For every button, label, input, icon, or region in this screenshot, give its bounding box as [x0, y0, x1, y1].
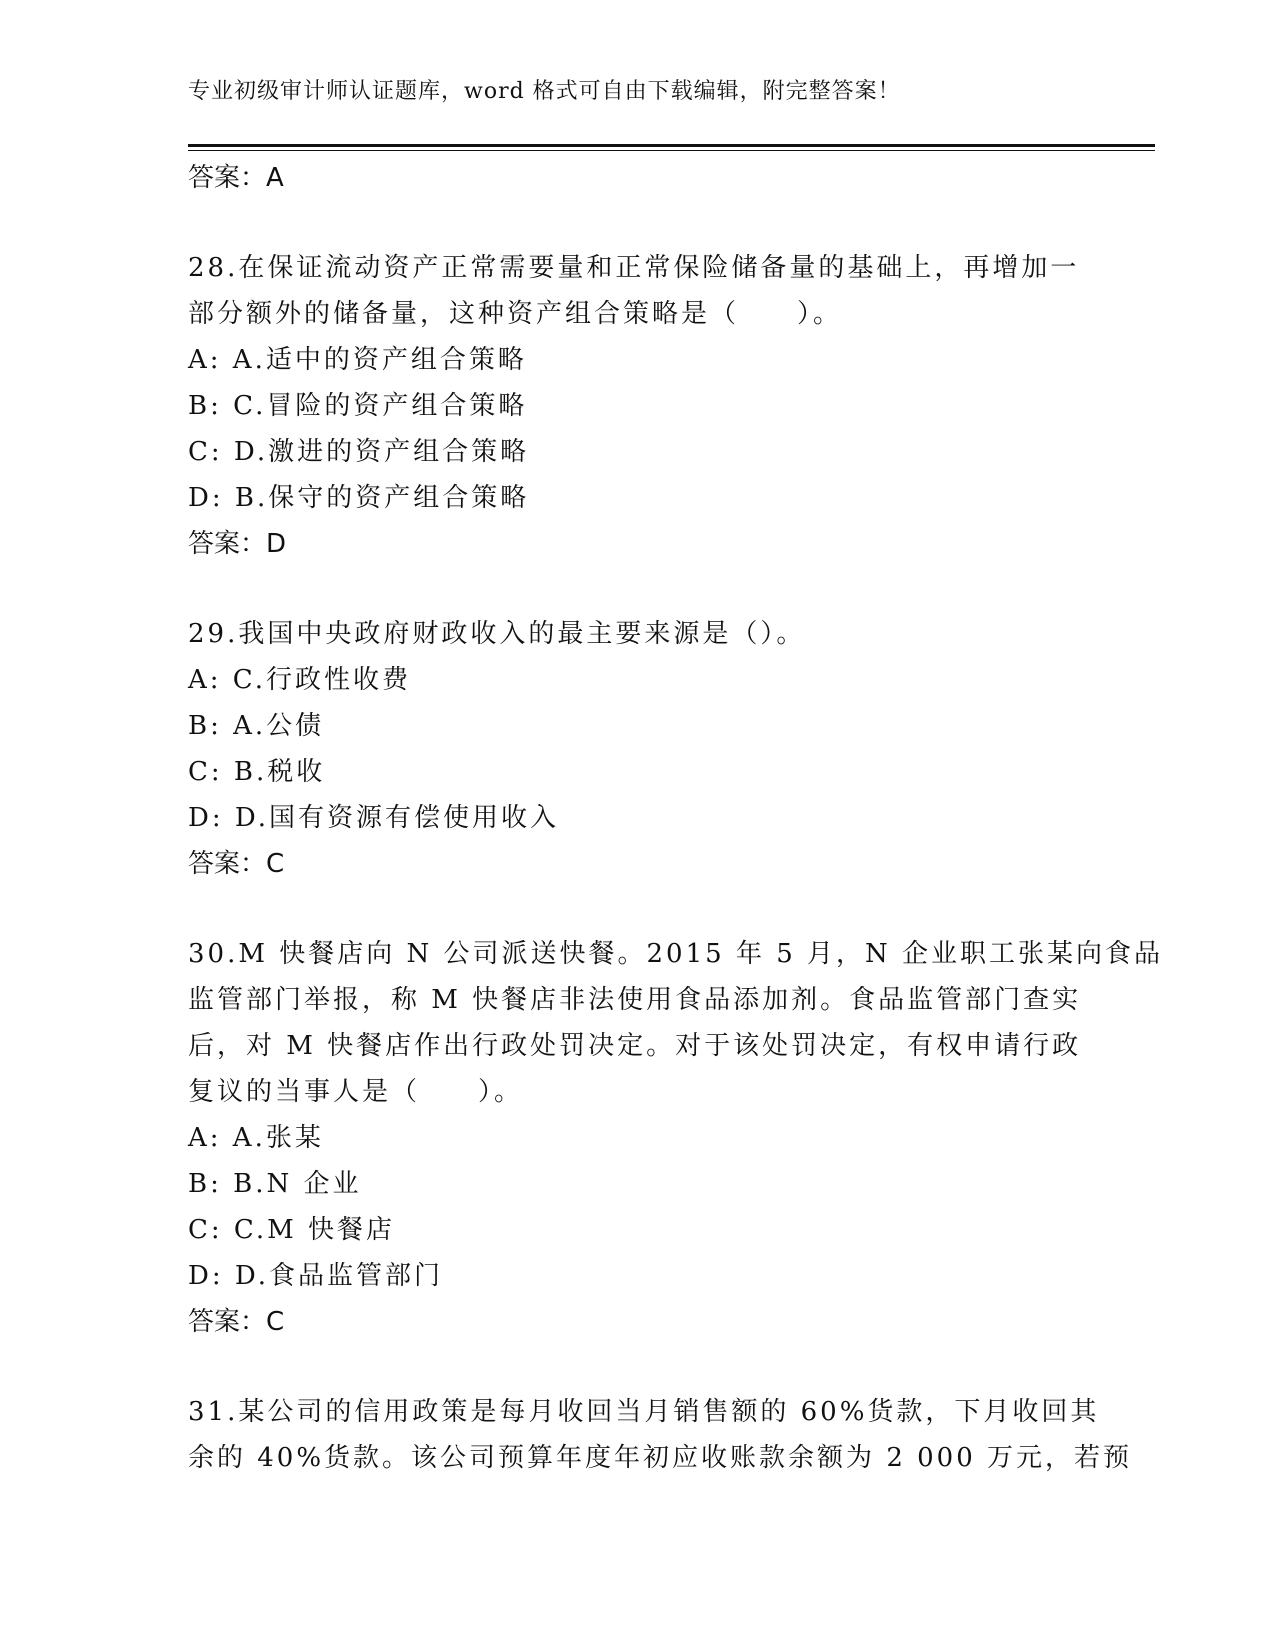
question-text-line: 复议的当事人是（ ）。 [188, 1077, 524, 1107]
question-text-line: 余的 40%货款。该公司预算年度年初应收账款余额为 2 000 万元，若预 [188, 1443, 1133, 1473]
option-a: A: A.适中的资产组合策略 [188, 345, 527, 375]
option-c: C: C.M 快餐店 [188, 1215, 396, 1245]
question-29 [188, 611, 1088, 887]
option-d: D: D.国有资源有偿使用收入 [188, 803, 560, 833]
option-d: D: D.食品监管部门 [188, 1261, 444, 1291]
answer-line: 答案：C [188, 849, 285, 879]
question-31 [188, 1389, 1133, 1481]
page-header: 专业初级审计师认证题库，word 格式可自由下载编辑，附完整答案！ [188, 79, 901, 104]
option-c: C: D.激进的资产组合策略 [188, 437, 530, 467]
answer-line: 答案：D [188, 529, 287, 559]
question-text-line: 29.我国中央政府财政收入的最主要来源是（）。 [188, 619, 806, 649]
header-rule-thick [188, 144, 1155, 147]
option-a: A: A.张某 [188, 1123, 324, 1153]
question-28 [188, 245, 1088, 567]
question-text-line: 监管部门举报，称 M 快餐店非法使用食品添加剂。食品监管部门查实 [188, 985, 1082, 1015]
question-text-line: 30.M 快餐店向 N 公司派送快餐。2015 年 5 月，N 企业职工张某向食品 [188, 939, 1164, 969]
option-b: B: B.N 企业 [188, 1169, 362, 1199]
question-content [188, 155, 1164, 1481]
answer-line: 答案：A [188, 163, 284, 193]
question-text-line: 31.某公司的信用政策是每月收回当月销售额的 60%货款，下月收回其 [188, 1397, 1100, 1427]
answer-line: 答案：C [188, 1307, 285, 1337]
option-b: B: A.公债 [188, 711, 325, 741]
question-30 [188, 931, 1164, 1345]
option-a: A: C.行政性收费 [188, 665, 412, 695]
header-rule-thin [188, 150, 1155, 151]
option-b: B: C.冒险的资产组合策略 [188, 391, 528, 421]
question-text-line: 28.在保证流动资产正常需要量和正常保险储备量的基础上，再增加一 [188, 253, 1080, 283]
option-c: C: B.税收 [188, 757, 326, 787]
option-d: D: B.保守的资产组合策略 [188, 483, 530, 513]
question-text-line: 后，对 M 快餐店作出行政处罚决定。对于该处罚决定，有权申请行政 [188, 1031, 1082, 1061]
question-text-line: 部分额外的储备量，这种资产组合策略是（ ）。 [188, 299, 843, 329]
